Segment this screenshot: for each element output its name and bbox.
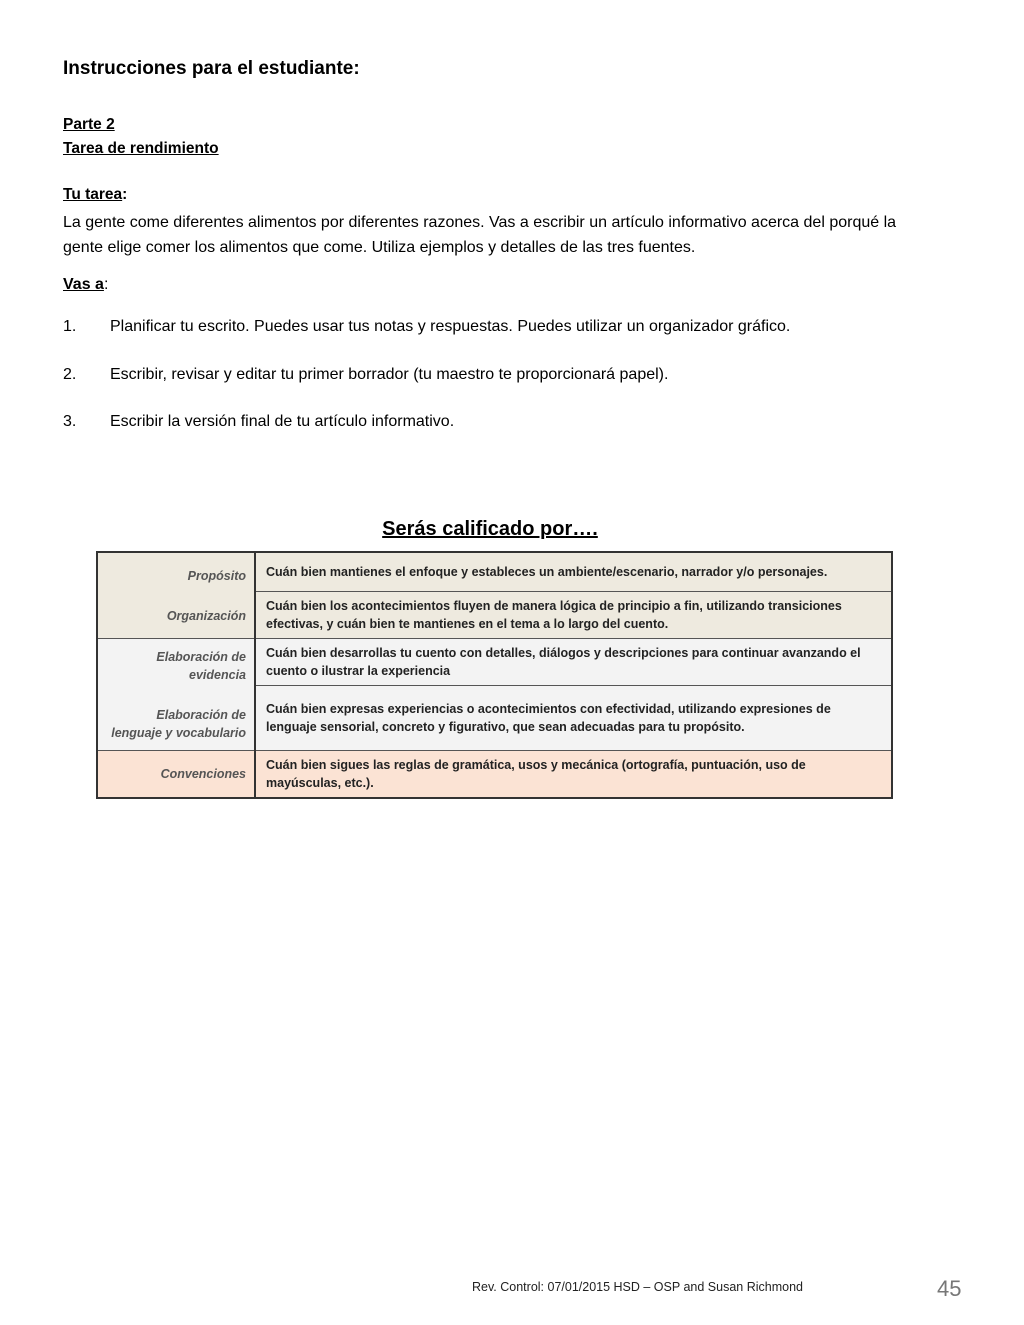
task-heading: [63, 186, 127, 204]
part-label: Parte 2: [63, 116, 115, 133]
steps-heading-text: Vas a: [63, 276, 104, 293]
step-number: 2.: [63, 366, 77, 383]
steps-heading: [63, 276, 108, 294]
page-title: Instrucciones para el estudiante:: [63, 58, 360, 79]
rubric-row: [97, 751, 892, 799]
step-text: Escribir la versión final de tu artículo informativo.: [110, 413, 455, 430]
rubric-criterion-cell: [97, 751, 255, 799]
task-heading-text: Tu tarea: [63, 186, 123, 203]
step-item: [63, 366, 943, 384]
steps-heading-colon: :: [103, 276, 109, 293]
task-name: Tarea de rendimiento: [63, 140, 219, 157]
rubric-description: Cuán bien expresas experiencias o acontecimientos con efectividad, utilizando expresiones de lenguaje sensorial, concreto y figurativo, que sean adecuadas para tu propósito.: [255, 686, 892, 751]
step-text: Escribir, revisar y editar tu primer borrador (tu maestro te proporcionará papel).: [110, 366, 669, 383]
step-item: [63, 413, 943, 431]
rubric-criterion: Elaboración de lenguaje y vocabulario: [111, 707, 246, 740]
step-text: Planificar tu escrito. Puedes usar tus notas y respuestas. Puedes utilizar un organizador gráfico.: [110, 318, 791, 335]
rubric-row: [97, 552, 892, 592]
rubric-criterion: Organización: [166, 608, 246, 623]
rubric-criterion: Convenciones: [160, 767, 246, 781]
page-number: 45: [937, 1276, 962, 1301]
step-number: 1.: [63, 318, 77, 335]
rubric-table: [96, 551, 893, 799]
rubric-criterion: Propósito: [187, 568, 246, 583]
step-number: 3.: [63, 413, 77, 430]
rubric-description: Cuán bien sigues las reglas de gramática, usos y mecánica (ortografía, puntuación, uso de mayúsculas, etc.).: [255, 751, 892, 799]
task-heading-colon: :: [122, 186, 128, 203]
rubric-criterion-cell: [97, 552, 255, 639]
step-item: [63, 318, 943, 336]
task-description: La gente come diferentes alimentos por diferentes razones. Vas a escribir un artículo informativo acerca del porqué la gente elige comer los alimentos que come. Utiliza ejemplos y detalles de las tres fuentes.: [63, 214, 897, 256]
rubric-criterion-cell: [97, 639, 255, 751]
rubric-description: Cuán bien desarrollas tu cuento con detalles, diálogos y descripciones para continuar avanzando el cuento o ilustrar la experiencia: [255, 639, 892, 686]
rubric-description: Cuán bien mantienes el enfoque y estableces un ambiente/escenario, narrador y/o personajes.: [255, 552, 892, 592]
rubric-description: Cuán bien los acontecimientos fluyen de manera lógica de principio a fin, utilizando transiciones efectivas, y cuán bien te mantienes en el tema a lo largo del cuento.: [255, 592, 892, 639]
grading-heading: Serás calificado por….: [382, 518, 598, 540]
rubric-row: [97, 639, 892, 686]
rubric-criterion: Elaboración de evidencia: [156, 649, 246, 682]
revision-footer: Rev. Control: 07/01/2015 HSD – OSP and Susan Richmond: [472, 1280, 803, 1294]
